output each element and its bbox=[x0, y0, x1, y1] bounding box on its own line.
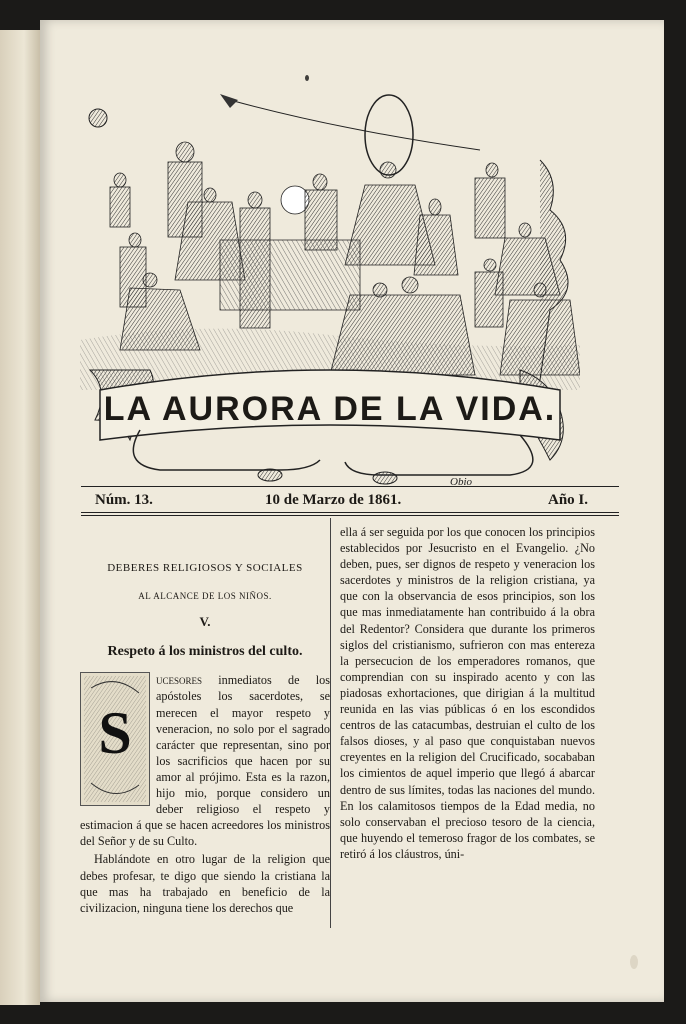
dropcap-letter: S bbox=[98, 700, 132, 767]
article-title: Respeto á los ministros del culto. bbox=[107, 644, 303, 660]
left-paragraph-1 bbox=[80, 672, 330, 849]
section-number: V. bbox=[199, 614, 211, 630]
column-divider bbox=[330, 518, 331, 928]
ink-dot bbox=[305, 75, 309, 81]
masthead-illustration bbox=[80, 90, 580, 495]
article-subheading: AL ALCANCE DE LOS NIÑOS. bbox=[138, 591, 272, 602]
right-column bbox=[340, 524, 595, 862]
ball-icon bbox=[89, 109, 107, 127]
page-stain bbox=[630, 955, 638, 969]
kite-icon bbox=[220, 94, 238, 108]
left-column bbox=[80, 540, 330, 916]
decorated-initial bbox=[80, 672, 150, 806]
masthead-title: LA AURORA DE LA VIDA. bbox=[103, 390, 557, 428]
issue-number: Núm. 13. bbox=[95, 492, 153, 508]
left-paragraph-2: Hablándote en otro lugar de la religion que debes profesar, te digo que siendo la cristiana la que mas ha trabajado en beneficio de la civilizacion, ninguna tiene los derechos que bbox=[80, 852, 330, 915]
children-figures bbox=[110, 142, 580, 375]
bottom-rule-double bbox=[81, 515, 619, 516]
issue-date: 10 de Marzo de 1861. bbox=[265, 492, 402, 508]
engraving-scene bbox=[80, 90, 580, 495]
issue-bar bbox=[95, 492, 605, 514]
tassel-left bbox=[258, 469, 282, 481]
newspaper-page bbox=[40, 20, 664, 1002]
article-heading: DEBERES RELIGIOSOS Y SOCIALES bbox=[107, 562, 303, 574]
bottom-rule bbox=[81, 512, 619, 513]
engraver-signature: Obio bbox=[450, 476, 472, 488]
top-rule bbox=[81, 486, 619, 487]
tassel-right bbox=[373, 472, 397, 484]
issue-year: Año I. bbox=[548, 492, 589, 508]
lead-word: ucesores bbox=[156, 673, 203, 688]
facing-page-edge bbox=[0, 30, 40, 1005]
paragraph-1-text: inmediatos de los apóstoles los sacerdotes, se merecen el mayor respeto y veneracion, no solo por el sagrado carácter que representan, sino por los sacrificios que hacen por su amor al prójimo. Esta es la razon, hijo mio, porque considero un deber religioso el respeto y estimacion á que se hacen acreedores los ministros del Señor y de su Culto. bbox=[80, 673, 330, 849]
right-paragraph: ella á ser seguida por los que conocen los principios establecidos por Jesucristo en el Evangelio. ¿No deben, pues, ser dignos de respeto y veneracion los sacerdotes y ministros de la religion cristiana, ya que con la observancia de esos principios, son los que mas inmediatamente han contribuido á la obra del Redentor? Considera que durante los primeros siglos del cristianismo, sufrieron con mas entereza la persecucion de los emperadores romanos, que comprendian con su inspirado acento y con las piadosas exhortaciones, que dirigian á la multitud reunida en las vias públicas ó en los escondidos centros de las catacumbas, destruian el culto de los falsos dioses, y al paso que conquistaban nuevos creyentes en la religion del Crucificado, socababan los cimientos de aquel imperio que llegó á abarcar dentro de sus límites, todas las naciones del mundo. En los calamitosos tiempos de la Edad media, no solo conservaban el precioso tesoro de la ciencia, que huyendo el temeroso fragor de los combates, se retiró á los cláustros, úni- bbox=[340, 525, 595, 861]
